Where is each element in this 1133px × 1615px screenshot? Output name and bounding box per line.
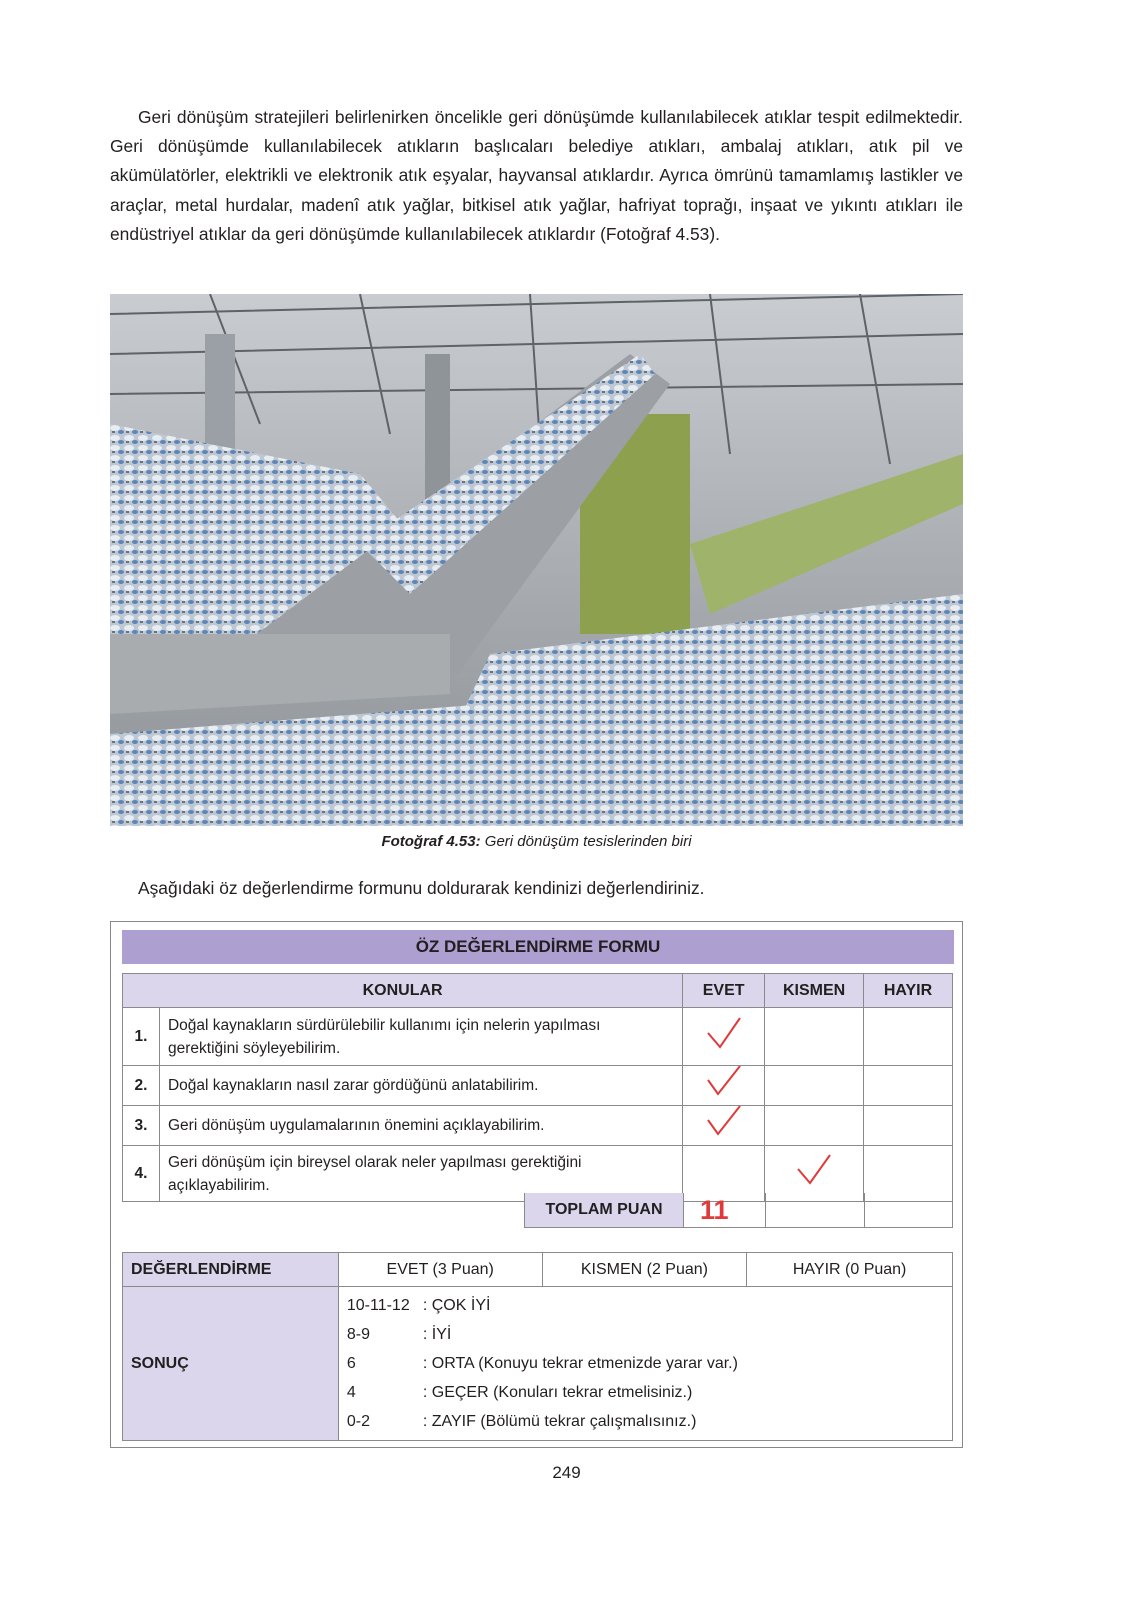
- result-text: : ÇOK İYİ: [422, 1297, 491, 1314]
- row-number: 4.: [123, 1146, 160, 1202]
- row-text: Doğal kaynakların nasıl zarar gördüğünü anlatabilirim.: [159, 1066, 682, 1106]
- evaluation-label: DEĞERLENDİRME: [123, 1253, 339, 1287]
- result-text: : İYİ: [422, 1326, 452, 1343]
- result-range: 8-9: [346, 1326, 370, 1343]
- photo-caption: [110, 833, 963, 850]
- no-cell[interactable]: [864, 1008, 953, 1066]
- recycling-facility-photo: [110, 294, 963, 826]
- score-no: HAYIR (0 Puan): [747, 1253, 953, 1287]
- header-topics: KONULAR: [123, 974, 683, 1008]
- table-row: [123, 1008, 953, 1066]
- result-text: : ZAYIF (Bölümü tekrar çalışmalısınız.): [422, 1413, 697, 1430]
- result-list: [338, 1287, 952, 1441]
- row-text: Geri dönüşüm uygulamalarının önemini açıklayabilirim.: [159, 1106, 682, 1146]
- evaluation-table: [122, 1252, 953, 1441]
- total-value: 11: [700, 1195, 729, 1225]
- result-item: [347, 1320, 944, 1349]
- partly-cell[interactable]: [765, 1008, 864, 1066]
- yes-cell[interactable]: [683, 1106, 765, 1146]
- result-item: [347, 1291, 944, 1320]
- row-number: 3.: [123, 1106, 160, 1146]
- result-text: : ORTA (Konuyu tekrar etmenizde yarar var.): [422, 1355, 738, 1372]
- row-number: 2.: [123, 1066, 160, 1106]
- check-icon: [704, 1066, 744, 1098]
- result-text: : GEÇER (Konuları tekrar etmelisiniz.): [422, 1384, 693, 1401]
- score-partly: KISMEN (2 Puan): [542, 1253, 747, 1287]
- result-item: [347, 1407, 944, 1436]
- form-title: ÖZ DEĞERLENDİRME FORMU: [122, 930, 954, 964]
- no-cell[interactable]: [864, 1066, 953, 1106]
- partly-cell[interactable]: [765, 1066, 864, 1106]
- result-label: SONUÇ: [123, 1287, 339, 1441]
- check-icon: [704, 1015, 744, 1051]
- yes-cell[interactable]: [683, 1066, 765, 1106]
- header-row: [123, 974, 953, 1008]
- check-icon: [794, 1153, 834, 1187]
- row-number: 1.: [123, 1008, 160, 1066]
- row-text: Doğal kaynakların sürdürülebilir kullanımı için nelerin yapılması gerektiğini söyleyebilirim.: [159, 1008, 682, 1066]
- page-number: 249: [552, 1463, 581, 1482]
- score-yes: EVET (3 Puan): [338, 1253, 542, 1287]
- header-no: HAYIR: [864, 974, 953, 1008]
- table-row: [123, 1106, 953, 1146]
- caption-label: Fotoğraf 4.53:: [381, 833, 481, 850]
- paragraph-text: Geri dönüşüm stratejileri belirlenirken öncelikle geri dönüşümde kullanılabilecek atıklar tespit edilmektedir. Geri dönüşümde kullanılabilecek atıkların başlıcaları belediye atıkları, ambalaj atıkları, atık pil ve akümülatörler, elektrikli ve elektronik atık eşyalar, hayvansal atıklardır. Ayrıca ömrünü tamamlamış lastikler ve araçlar, metal hurdalar, madenî atık yağlar, bitkisel atık yağlar, hafriyat toprağı, inşaat ve yıkıntı atıkları ile endüstriyel atıklar da geri dönüşümde kullanılabilecek atıklardır (Fotoğraf 4.53).: [110, 107, 963, 244]
- form-intro: Aşağıdaki öz değerlendirme formunu doldurarak kendinizi değerlendiriniz.: [138, 878, 705, 898]
- result-range: 0-2: [346, 1413, 370, 1430]
- total-empty-cells: [765, 1193, 953, 1228]
- result-range: 6: [346, 1355, 356, 1372]
- result-range: 4: [346, 1384, 356, 1401]
- result-item: [347, 1378, 944, 1407]
- body-paragraph: [110, 103, 963, 249]
- check-icon: [704, 1106, 744, 1138]
- result-row: [123, 1287, 953, 1441]
- partly-cell[interactable]: [765, 1106, 864, 1146]
- caption-text: Geri dönüşüm tesislerinden biri: [480, 833, 692, 850]
- header-partly: KISMEN: [765, 974, 864, 1008]
- table-row: [123, 1066, 953, 1106]
- no-cell[interactable]: [864, 1106, 953, 1146]
- result-range: 10-11-12: [346, 1297, 410, 1314]
- total-label: TOPLAM PUAN: [524, 1193, 684, 1228]
- header-yes: EVET: [683, 974, 765, 1008]
- result-item: [347, 1349, 944, 1378]
- yes-cell[interactable]: [683, 1008, 765, 1066]
- score-row: [123, 1253, 953, 1287]
- row-text: Geri dönüşüm için bireysel olarak neler yapılması gerektiğini açıklayabilirim.: [159, 1146, 682, 1202]
- topics-table: [122, 973, 953, 1202]
